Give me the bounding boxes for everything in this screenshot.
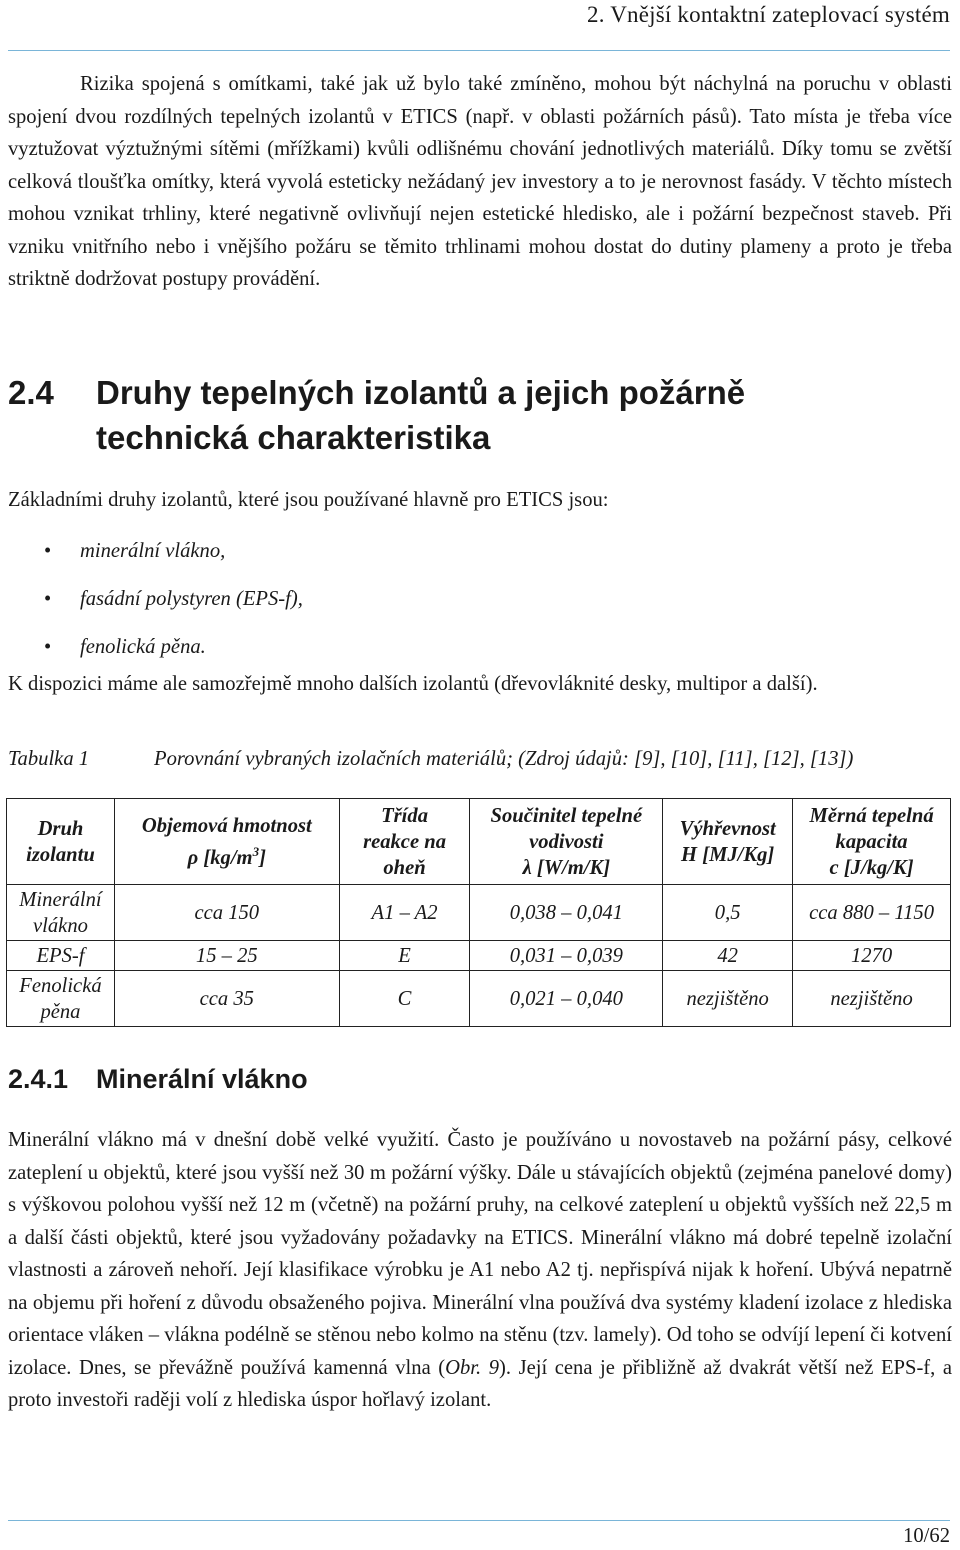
- subsection-number: 2.4.1: [8, 1064, 69, 1094]
- footer-rule: [8, 1520, 950, 1521]
- table-cell: A1 – A2: [339, 885, 470, 941]
- table-cell: 42: [663, 941, 793, 971]
- page-number: 10/62: [903, 1525, 950, 1547]
- insulation-comparison-table: [6, 798, 951, 1027]
- header-merna-kapacita: Měrná tepelná kapacita c [J/kg/K]: [793, 799, 951, 885]
- bullet-icon: •: [44, 588, 52, 610]
- list-item-text: fenolická pěna.: [80, 636, 206, 658]
- table-row: [7, 971, 951, 1027]
- section-title: Druhy tepelných izolantů a jejich požárně technická charakteristika: [96, 374, 746, 456]
- table-caption-text: Porovnání vybraných izolačních materiálů; (Zdroj údajů: [9], [10], [11], [12], [13]): [154, 748, 854, 770]
- table-cell: cca 880 – 1150: [793, 885, 951, 941]
- table-cell: E: [339, 941, 470, 971]
- bullet-icon: •: [44, 540, 52, 562]
- section-number: 2.4: [8, 374, 54, 411]
- table-cell: 0,021 – 0,040: [470, 971, 663, 1027]
- table-cell: 15 – 25: [114, 941, 339, 971]
- intro-paragraph: Základními druhy izolantů, které jsou používané hlavně pro ETICS jsou:: [8, 489, 609, 511]
- subsection-title: Minerální vlákno: [96, 1064, 308, 1094]
- header-objemova-hmotnost: Objemová hmotnost ρ $[kg/m^3]$: [114, 799, 339, 885]
- table-cell: cca 35: [114, 971, 339, 1027]
- header-trida-reakce: Třída reakce na oheň: [339, 799, 470, 885]
- mineral-fiber-paragraph: [8, 1124, 952, 1417]
- running-header: 2. Vnější kontaktní zateplovací systém: [587, 2, 950, 27]
- paragraph-omitky-rizika: Rizika spojená s omítkami, také jak už bylo také zmíněno, mohou být náchylná na poruchu v oblasti spojení dvou rozdílných tepelných izolantů v ETICS (např. v oblasti požárních pásů). Tato místa je třeba více vyztužovat výztužnými sítěmi (mřížkami) kvůli odlišnému chování jednotlivých materiálů. Díky tomu se zvětší celková tloušťka omítky, která vyvolá esteticky nežádaný jev investory a to je nerovnost fasády. V těchto místech mohou vznikat trhliny, které negativně ovlivňují nejen estetické hledisko, ale i požární bezpečnost staveb. Při vzniku vnitřního nebo i vnějšího požáru se těmito trhlinami mohou dostat do dutiny plameny a proto je třeba striktně dodržovat postupy provádění.: [8, 73, 952, 290]
- table-cell: EPS-f: [7, 941, 115, 971]
- table-row: [7, 885, 951, 941]
- list-item-text: minerální vlákno,: [80, 540, 226, 562]
- table-caption-label: Tabulka 1: [8, 748, 90, 770]
- table-cell: Minerální vlákno: [7, 885, 115, 941]
- header-rule: [8, 50, 950, 51]
- table-cell: nezjištěno: [793, 971, 951, 1027]
- paragraph-text: ). Její cena je přibližně až dvakrát větší než EPS-f, a proto investoři raději volí z hlediska úspor hořlavý izolant.: [8, 1356, 953, 1411]
- header-soucinitel-vodivosti: Součinitel tepelné vodivosti λ [W/m/K]: [470, 799, 663, 885]
- header-vyhrevnost: Výhřevnost H [MJ/Kg]: [663, 799, 793, 885]
- other-insulants-paragraph: K dispozici máme ale samozřejmě mnoho dalších izolantů (dřevovláknité desky, multipor a další).: [8, 673, 818, 695]
- header-druh-izolantu: Druh izolantu: [7, 799, 115, 885]
- bullet-icon: •: [44, 636, 52, 658]
- table-cell: 0,038 – 0,041: [470, 885, 663, 941]
- table-cell: nezjištěno: [663, 971, 793, 1027]
- table-cell: 0,031 – 0,039: [470, 941, 663, 971]
- list-item-text: fasádní polystyren (EPS-f),: [80, 588, 303, 610]
- table-cell: C: [339, 971, 470, 1027]
- table-cell: Fenolická pěna: [7, 971, 115, 1027]
- table-cell: 1270: [793, 941, 951, 971]
- table-cell: cca 150: [114, 885, 339, 941]
- figure-reference-link[interactable]: Obr. 9: [445, 1356, 500, 1379]
- table-cell: 0,5: [663, 885, 793, 941]
- table-header-row: [7, 799, 951, 885]
- table-row: [7, 941, 951, 971]
- paragraph-text: Minerální vlákno má v dnešní době velké využití. Často je používáno u novostaveb na požární pásy, celkové zateplení u objektů, které jsou vyšší než 30 m požární výšky. Dále u stávajících objektů (zejména panelové domy) s výškovou polohou vyšší než 12 m (včetně) na požární pruhy, na celkové zateplení u objektů vyšších než 22,5 m a další části objektů, které jsou vyžadovány požadavky na ETICS. Minerální vlákno má dobré tepelně izolační vlastnosti a zároveň nehoří. Její klasifikace výrobku je A1 nebo A2 tj. nepřispívá nijak k hoření. Ubývá nepatrně na objemu při hoření z důvodu obsaženého pojiva. Minerální vlna používá dva systémy kladení izolace z hlediska orientace vláken – vlákna podélně se stěnou nebo kolmo na stěnu (tzv. lamely). Od toho se odvíjí lepení či kotvení izolace. Dnes, se převážně používá kamenná vlna (: [8, 1129, 952, 1379]
